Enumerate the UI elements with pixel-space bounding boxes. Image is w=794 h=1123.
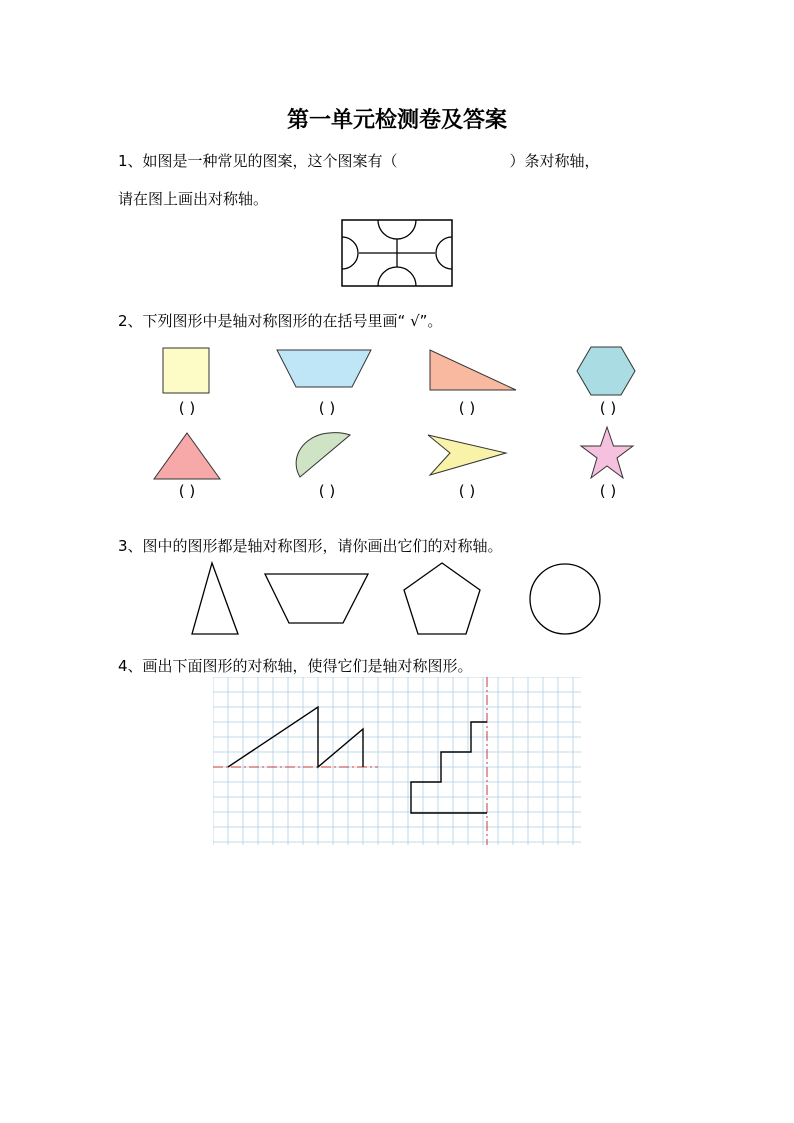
- q1-text-line2: 请在图上画出对称轴。: [118, 190, 269, 208]
- q1-text: [118, 150, 600, 171]
- q3-text: 3、图中的图形都是轴对称图形，请你画出它们的对称轴。: [118, 537, 503, 555]
- answer-paren-7[interactable]: ( ): [458, 482, 476, 500]
- q3-tall-triangle: [192, 563, 238, 634]
- hexagon-shape: [576, 346, 636, 396]
- q2-text: 2、下列图形中是轴对称图形的在括号里画“ √”。: [118, 312, 443, 330]
- answer-paren-5[interactable]: ( ): [178, 482, 196, 500]
- grid-lines: [213, 677, 581, 845]
- answer-paren-8[interactable]: ( ): [599, 482, 617, 500]
- star-shape: [578, 425, 636, 481]
- q1-pattern-figure: [340, 218, 456, 290]
- q4-text: 4、画出下面图形的对称轴，使得它们是轴对称图形。: [118, 657, 473, 675]
- answer-paren-3[interactable]: ( ): [458, 399, 476, 417]
- staircase-half-figure: [411, 722, 487, 813]
- answer-paren-6[interactable]: ( ): [318, 482, 336, 500]
- answer-paren-4[interactable]: ( ): [599, 399, 617, 417]
- answer-paren-1[interactable]: ( ): [178, 399, 196, 417]
- answer-paren-2[interactable]: ( ): [318, 399, 336, 417]
- isosceles-triangle-shape: [152, 431, 222, 481]
- sector-shape: [292, 430, 354, 480]
- q3-trapezoid: [265, 574, 368, 623]
- q1-prefix: 1、如图是一种常见的图案，这个图案有（: [118, 152, 398, 170]
- page-title: 第一单元检测卷及答案: [286, 108, 507, 133]
- q3-shapes: [186, 560, 606, 640]
- q1-suffix: ）条对称轴，: [509, 152, 600, 170]
- square-shape: [162, 347, 212, 395]
- arrow-dart-shape: [426, 433, 508, 477]
- trapezoid-shape: [276, 349, 372, 389]
- q4-grid-figure: [213, 677, 581, 845]
- q3-circle: [530, 564, 600, 634]
- right-triangle-shape: [428, 348, 518, 392]
- q3-pentagon: [404, 563, 480, 634]
